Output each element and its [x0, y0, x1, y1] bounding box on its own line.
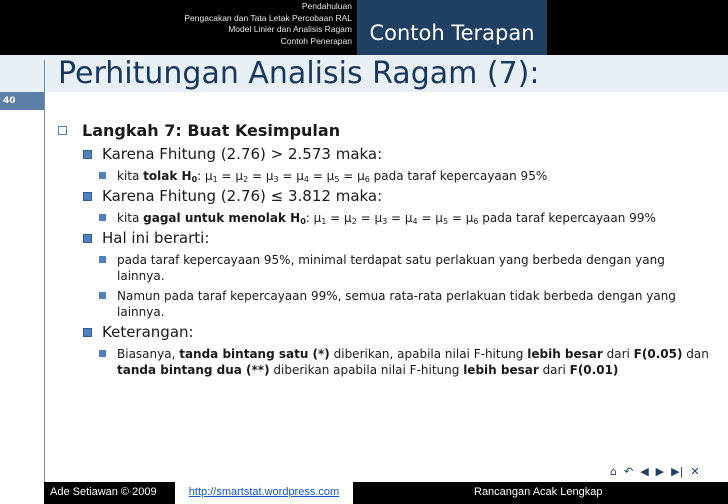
nav-item-contoh-penerapan[interactable]: Contoh Penerapan — [280, 35, 352, 46]
point-3 — [83, 229, 716, 248]
point-3b — [99, 288, 716, 320]
slide-body — [56, 118, 716, 378]
nav-item-pendahuluan[interactable]: Pendahuluan — [301, 1, 352, 11]
point-1-text: Karena Fhitung (2.76) > 2.573 maka: — [102, 145, 383, 163]
slide-title: Perhitungan Analisis Ragam (7): — [58, 56, 540, 91]
footer-author: Ade Setiawan © 2009 — [50, 486, 157, 498]
point-1 — [83, 145, 716, 164]
left-rule — [44, 60, 45, 482]
point-3a-text: pada taraf kepercayaan 95%, minimal terdapat satu perlakuan yang berbeda dengan yang lainnya. — [117, 253, 665, 283]
point-1a — [99, 168, 716, 184]
section-title: Contoh Terapan — [357, 0, 547, 55]
end-icon[interactable]: ▶| — [671, 464, 684, 478]
back-icon[interactable]: ↶ — [623, 464, 634, 478]
exit-icon[interactable]: ✕ — [690, 464, 700, 478]
point-4a-text: Biasanya, tanda bintang satu (*) diberikan, apabila nilai F-hitung lebih besar dari F(0.05) dan tanda bintang dua (**) diberikan apabila nilai F-hitung lebih besar dari F(0.01) — [117, 347, 709, 377]
footer-link[interactable]: http://smartstat.wordpress.com — [175, 482, 353, 504]
point-4 — [83, 323, 716, 342]
small-square-bullet-icon — [99, 292, 106, 299]
point-3-text: Hal ini berarti: — [102, 229, 210, 247]
footer-course: Rancangan Acak Lengkap — [474, 486, 603, 498]
small-square-bullet-icon — [99, 214, 106, 221]
small-square-bullet-icon — [99, 350, 106, 357]
slide-number: 40 — [0, 92, 44, 110]
small-square-bullet-icon — [99, 256, 106, 263]
section-nav — [0, 1, 352, 47]
point-2a-text: kita gagal untuk menolak $H_0$: $\mu_1 = \mu_2 = \mu_3 = \mu_4 = \mu_5 = \mu_6$ pada taraf kepercayaan 99% — [117, 211, 656, 226]
step-item — [56, 118, 716, 142]
slide-nav-controls — [610, 462, 700, 480]
nav-item-model-linier[interactable]: Model Linier dan Analisis Ragam — [228, 24, 352, 34]
point-4a — [99, 346, 716, 378]
prev-icon[interactable]: ◀ — [640, 464, 649, 478]
next-icon[interactable]: ▶ — [655, 464, 665, 478]
nav-item-pengacakan[interactable]: Pengacakan dan Tata Letak Percobaan RAL — [184, 12, 352, 23]
small-square-bullet-icon — [99, 172, 106, 179]
point-4-text: Keterangan: — [102, 323, 194, 341]
square-bullet-icon — [83, 150, 92, 159]
point-2 — [83, 187, 716, 206]
step-text: Langkah 7: Buat Kesimpulan — [82, 120, 341, 140]
point-1a-text: kita tolak $H_0$: $\mu_1 = \mu_2 = \mu_3 = \mu_4 = \mu_5 = \mu_6$ pada taraf kepercayaan 95% — [117, 169, 548, 184]
point-3b-text: Namun pada taraf kepercayaan 99%, semua rata-rata perlakuan tidak berbeda dengan yang lainnya. — [117, 289, 676, 319]
top-banner — [0, 0, 728, 55]
square-bullet-icon — [83, 234, 92, 243]
point-2a — [99, 210, 716, 226]
point-2-text: Karena Fhitung (2.76) ≤ 3.812 maka: — [102, 187, 383, 205]
outline-square-bullet-icon — [58, 126, 67, 135]
point-3a — [99, 252, 716, 284]
home-icon[interactable]: ⌂ — [610, 464, 617, 478]
footer — [44, 482, 728, 504]
square-bullet-icon — [83, 328, 92, 337]
square-bullet-icon — [83, 192, 92, 201]
